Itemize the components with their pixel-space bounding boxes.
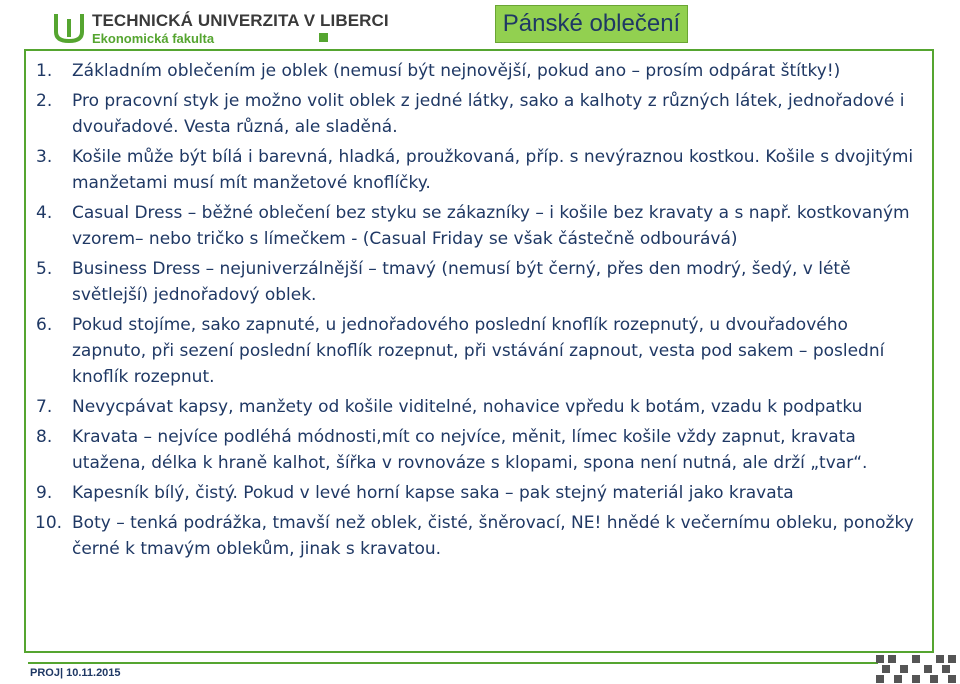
item-text: Kravata – nejvíce podléhá módnosti,mít co nejvíce, měnit, límec košile vždy zapnut, kravata utažena, délka k hraně kalhot, šířka v rovnováze s klopami, spona není nutná, ale drží „tvar“. <box>72 427 868 473</box>
university-logo <box>52 10 389 46</box>
item-text: Košile může být bílá i barevná, hladká, proužkovaná, příp. s nevýraznou kostkou. Košile s dvojitými manžetami musí mít manžetové knoflíčky. <box>72 147 914 193</box>
item-number: 10. <box>35 513 63 533</box>
item-text: Základním oblečením je oblek (nemusí být nejnovější, pokud ano – prosím odpárat štítky!) <box>72 61 841 81</box>
item-text: Boty – tenká podrážka, tmavší než oblek, čisté, šněrovací, NE! hnědé k večernímu obleku, ponožky černé k tmavým oblekům, jinak s kravatou. <box>72 513 914 559</box>
list-item <box>36 200 916 252</box>
item-number: 2. <box>36 91 53 111</box>
item-number: 7. <box>36 397 53 417</box>
item-number: 5. <box>36 259 53 279</box>
list-item <box>36 394 916 420</box>
item-text: Nevycpávat kapsy, manžety od košile viditelné, nohavice vpředu k botám, vzadu k podpatku <box>72 397 863 417</box>
logo-square-mark <box>319 33 328 42</box>
item-text: Business Dress – nejuniverzálnější – tmavý (nemusí být černý, přes den modrý, šedý, v létě světlejší) jednořadový oblek. <box>72 259 851 305</box>
rules-list <box>36 58 916 566</box>
item-text: Pokud stojíme, sako zapnuté, u jednořadového poslední knoflík rozepnutý, u dvouřadového zapnuto, při sezení poslední knoflík rozepnut, při vstávání zapnout, vesta pod sakem – poslední knoflík rozepnut. <box>72 315 885 387</box>
list-item <box>36 424 916 476</box>
faculty-name: Ekonomická fakulta <box>92 31 215 46</box>
list-item <box>36 58 916 84</box>
list-item <box>36 256 916 308</box>
item-text: Kapesník bílý, čistý. Pokud v levé horní kapse saka – pak stejný materiál jako kravata <box>72 483 794 503</box>
item-number: 3. <box>36 147 53 167</box>
item-number: 6. <box>36 315 53 335</box>
list-item <box>36 144 916 196</box>
university-emblem-icon <box>52 10 86 44</box>
list-item <box>36 510 916 562</box>
list-item <box>36 312 916 390</box>
university-name: TECHNICKÁ UNIVERZITA V LIBERCI <box>92 11 389 30</box>
item-text: Casual Dress – běžné oblečení bez styku se zákazníky – i košile bez kravaty a s např. kostkovaným vzorem– nebo tričko s límečkem - (Casual Friday se však částečně odbourává) <box>72 203 910 249</box>
footer-divider <box>28 662 878 664</box>
list-item <box>36 88 916 140</box>
footer-pattern-icon <box>874 653 960 684</box>
page-title: Pánské oblečení <box>495 5 688 43</box>
item-number: 8. <box>36 427 53 447</box>
item-number: 4. <box>36 203 53 223</box>
item-number: 1. <box>36 61 53 81</box>
item-text: Pro pracovní styk je možno volit oblek z jedné látky, sako a kalhoty z různých látek, jednořadové i dvouřadové. Vesta různá, ale sladěná. <box>72 91 905 137</box>
footer-label: PROJ| 10.11.2015 <box>30 667 121 679</box>
item-number: 9. <box>36 483 53 503</box>
list-item <box>36 480 916 506</box>
